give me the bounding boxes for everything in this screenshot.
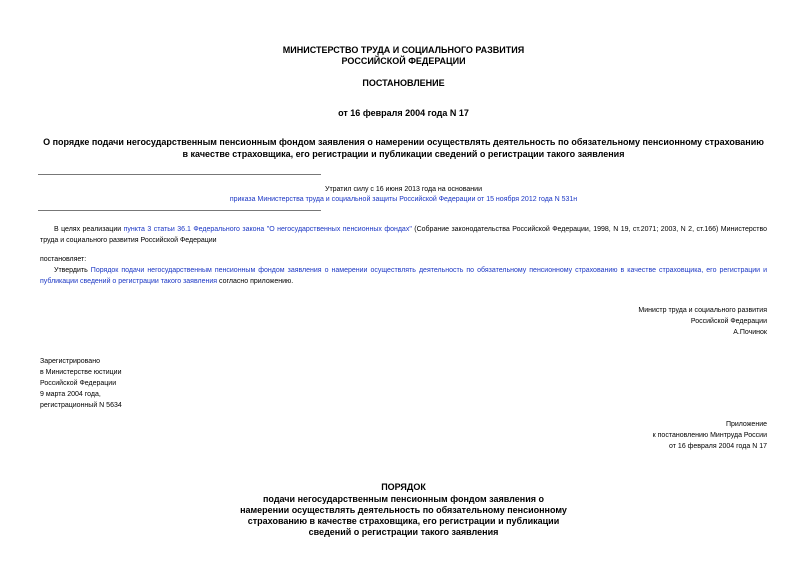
order-title-line3: страхованию в качестве страховщика, его регистрации и публикации — [247, 516, 560, 526]
appendix-line3: от 16 февраля 2004 года N 17 — [669, 443, 767, 450]
order-title-line2: намерении осуществлять деятельность по обязательному пенсионному — [240, 505, 567, 515]
order-heading: ПОРЯДОК — [381, 482, 426, 492]
preamble-paragraph — [40, 224, 767, 246]
registration-line2: в Министерстве юстиции — [40, 369, 122, 376]
registration-line3: Российской Федерации — [40, 380, 117, 387]
law-reference-link[interactable]: пункта 3 статьи 36.1 Федерального закона "О негосударственных пенсионных фондах" — [123, 226, 412, 233]
document-type: ПОСТАНОВЛЕНИЕ — [362, 78, 445, 88]
registration-number: регистрационный N 5634 — [40, 402, 122, 409]
order-link[interactable]: Порядок подачи негосударственным пенсионным фондом заявления о намерении осуществлять деятельность по обязательному пенсионному страхованию в качестве страховщика, его регистрации и публикации сведений о регистрации такого заявления — [40, 267, 767, 285]
appendix-line2: к постановлению Минтруда России — [652, 432, 767, 439]
signature-line2: Российской Федерации — [690, 318, 767, 325]
preamble-intro: В целях реализации — [54, 226, 122, 233]
order-title-line4: сведений о регистрации такого заявления — [308, 527, 499, 537]
signature-name: А.Починок — [733, 329, 767, 336]
approve-rest: согласно приложению. — [217, 278, 294, 285]
resolves-label: постановляет: — [40, 256, 87, 263]
approve-paragraph — [40, 265, 767, 287]
status-note-link[interactable]: приказа Министерства труда и социальной защиты Российской Федерации от 15 ноября 2012 года N 531н — [229, 196, 578, 203]
divider-top — [38, 174, 321, 175]
status-note-text: Утратил силу с 16 июня 2013 года на основании — [325, 186, 482, 193]
signature-line1: Министр труда и социального развития — [638, 307, 767, 314]
preamble-rest: (Собрание законодательства Российской Федерации, 1998, N 19, ст.2071; 2003, N 2, ст.166) Министерство труда и социального развития Российской Федерации — [40, 226, 767, 244]
approve-word: Утвердить — [54, 267, 91, 274]
registration-line1: Зарегистрировано — [40, 358, 100, 365]
divider-bottom — [38, 210, 321, 211]
document-title: О порядке подачи негосударственным пенсионным фондом заявления о намерении осуществлять деятельность по обязательному пенсионному страхованию в качестве страховщика, его регистрации и публикации сведений о регистрации такого заявления — [43, 137, 764, 159]
registration-line4: 9 марта 2004 года, — [40, 391, 101, 398]
document-date-number: от 16 февраля 2004 года N 17 — [338, 108, 469, 118]
appendix-line1: Приложение — [725, 421, 767, 428]
order-title-line1: подачи негосударственным пенсионным фондом заявления о — [263, 494, 544, 504]
ministry-name-line1: МИНИСТЕРСТВО ТРУДА И СОЦИАЛЬНОГО РАЗВИТИЯ — [282, 45, 525, 55]
ministry-name-line2: РОССИЙСКОЙ ФЕДЕРАЦИИ — [341, 56, 466, 66]
